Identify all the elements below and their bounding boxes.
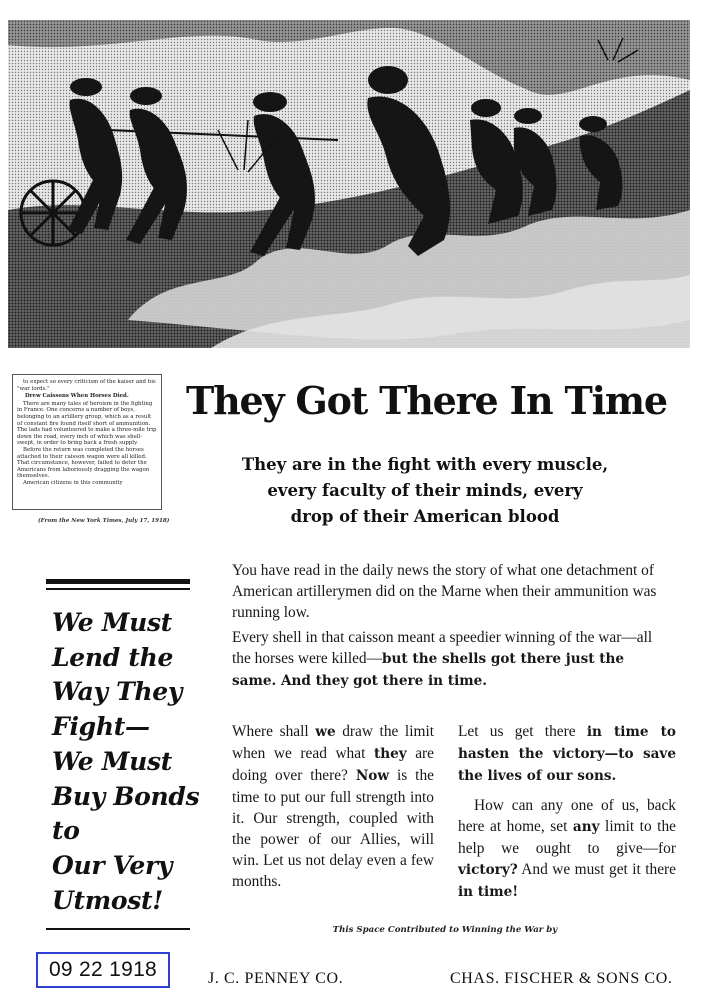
- clipping-lead: to expect so every criticism of the kaiser and his "war lords.": [17, 379, 156, 392]
- left-bold-3: Now: [355, 768, 390, 784]
- left-bold-1: we: [315, 724, 336, 740]
- right-bold-2: any: [572, 819, 600, 835]
- side-heading-line-9: Utmost!: [52, 885, 163, 915]
- headline: They Got There In Time: [186, 378, 667, 423]
- side-rule-thick: [46, 579, 190, 584]
- right-column: [458, 721, 676, 903]
- side-rule-bottom: [46, 928, 190, 930]
- sponsor-jc-penney: J. C. PENNEY CO.: [208, 970, 344, 987]
- right-text-1: Let us get there: [458, 723, 587, 740]
- right-column-paragraph-2: [458, 795, 676, 903]
- right-text-3: limit to the help we ought to give—for: [458, 818, 676, 857]
- side-heading-line-3: Way They: [52, 677, 183, 707]
- soldiers-illustration: [8, 20, 690, 348]
- intro-paragraph-1: You have read in the daily news the story of what one detachment of American artillerymen did on the Marne when their ammunition was running low.: [232, 562, 657, 621]
- subhead: [200, 452, 650, 530]
- subhead-line-1: They are in the fight with every muscle,: [241, 455, 609, 474]
- right-bold-3: victory?: [458, 862, 518, 878]
- intro-p2-plain: Every shell in that caisson meant a speedier winning of the war—all the horses were killed—: [232, 629, 653, 667]
- date-stamp: 09 22 1918: [36, 952, 170, 988]
- side-heading-line-7: to: [52, 816, 80, 846]
- side-heading-line-6: Buy Bonds: [52, 781, 200, 811]
- clipping-paragraph-3: American citizens in this community: [23, 479, 123, 486]
- side-heading: [52, 606, 202, 918]
- left-bold-2: they: [373, 746, 407, 762]
- left-column: [232, 721, 434, 892]
- left-text-1: Where shall: [232, 723, 316, 740]
- clipping-heading: Drew Caissons When Horses Died.: [25, 393, 129, 400]
- intro-paragraph-2: [232, 627, 658, 692]
- right-text-2: How can any one of us, back here at home, set: [458, 797, 676, 835]
- clipping-paragraph-1: There are many tales of heroism in the fighting in France. One concerns a number of boys, belonging to an artillery group, which as a result of constant fire found itself short of ammunition. The lads had volunteered to make a three-mile trip down the road, every inch of which was shell-swept, in order to bring back a fresh supply.: [17, 400, 157, 447]
- contributed-line: This Space Contributed to Winning the War by: [332, 925, 558, 935]
- intro-p2-bold: but the shells got there just the same. And they got there in time.: [232, 651, 625, 689]
- newspaper-clipping: [8, 372, 176, 532]
- subhead-line-2: every faculty of their minds, every: [267, 481, 583, 500]
- right-bold-4: in time!: [458, 884, 519, 900]
- left-text-4: is the time to put our full strength into it. Our strength, coupled with the power of our Allies, will win. Let us not delay even a few months.: [232, 767, 434, 890]
- side-rule-thin: [46, 588, 190, 590]
- left-text-2: draw the limit when we read what: [232, 723, 434, 762]
- sponsor-chas-fischer: CHAS. FISCHER & SONS CO.: [450, 970, 673, 987]
- intro-text: [232, 560, 658, 692]
- clipping-paragraph-2: Before the return was completed the horses attached to their caisson wagon were all killed. That circumstance, however, failed to deter the Americans from laboriously dragging the wagon themselves.: [17, 446, 150, 480]
- soldiers-hauling-cannon-icon: [8, 20, 690, 348]
- side-heading-line-5: We Must: [52, 746, 173, 776]
- right-column-paragraph-1: [458, 721, 676, 787]
- side-heading-line-4: Fight—: [52, 712, 150, 742]
- right-bold-1: in time to hasten the victory—to save the lives of our sons.: [458, 724, 676, 784]
- clipping-source: (From the New York Times, July 17, 1918): [38, 518, 170, 524]
- side-heading-line-8: Our Very: [52, 850, 173, 880]
- side-heading-line-2: Lend the: [52, 642, 174, 672]
- side-heading-line-1: We Must: [52, 608, 173, 637]
- left-text-3: are doing over there?: [232, 745, 435, 784]
- left-column-paragraph: [232, 721, 434, 892]
- clipping-box: [12, 374, 162, 510]
- subhead-line-3: drop of their American blood: [290, 507, 560, 526]
- right-text-4: And we must get it there: [517, 861, 676, 878]
